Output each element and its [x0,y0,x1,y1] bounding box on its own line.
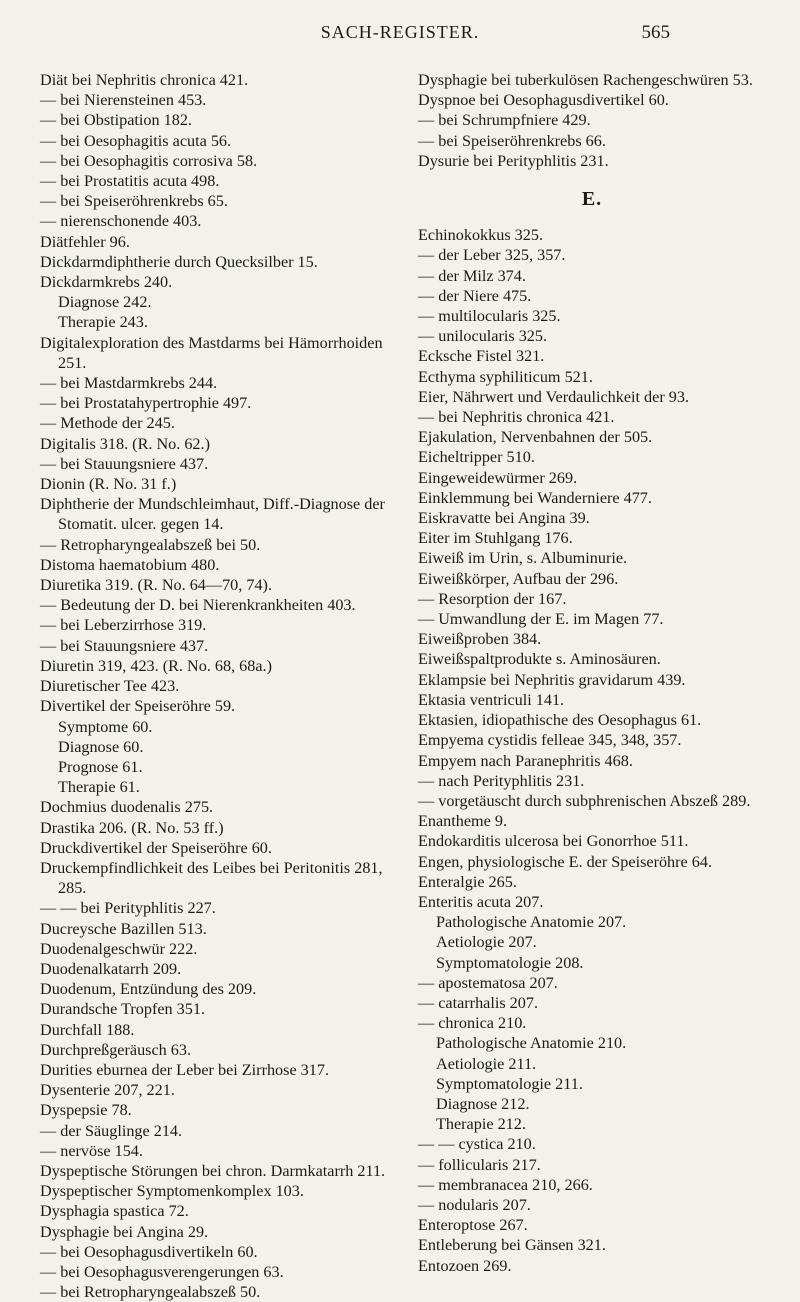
index-entry: Dyspnoe bei Oesophagusdivertikel 60. [418,91,669,110]
index-entry: — bei Schrumpfniere 429. [418,111,591,130]
index-entry: — bei Obstipation 182. [40,111,192,130]
index-entry: Diagnose 212. [436,1094,530,1113]
index-entry: — bei Oesophagitis corrosiva 58. [40,151,258,170]
index-entry: — apostematosa 207. [418,973,558,992]
index-entry: Dyspepsie 78. [40,1101,132,1120]
index-entry: Diät bei Nephritis chronica 421. [40,71,249,89]
index-entry: Druckdivertikel der Speiseröhre 60. [40,838,272,857]
index-entry: — bei Prostatitis acuta 498. [40,172,220,191]
index-entry: Durchfall 188. [40,1020,135,1039]
index-entry: Dysphagie bei Angina 29. [40,1222,209,1241]
index-entry: Eiweißproben 384. [418,630,542,649]
index-entry: Therapie 61. [58,778,140,797]
index-entry: Dysurie bei Perityphlitis 231. [418,151,609,170]
index-column-right [418,70,766,1276]
index-entry: Aetiologie 207. [436,933,537,952]
index-entry: — multilocularis 325. [418,307,561,326]
index-entry: — Methode der 245. [40,414,175,433]
index-entry: — bei Oesophagusdivertikeln 60. [40,1242,258,1261]
index-entry: — bei Oesophagitis acuta 56. [40,131,232,150]
index-entry: Ducreysche Bazillen 513. [40,919,207,938]
index-entry: — bei Stauungsniere 437. [40,454,209,473]
index-entry: Eiter im Stuhlgang 176. [418,529,573,548]
index-entry: Distoma haematobium 480. [40,555,220,574]
index-entry: Eklampsie bei Nephritis gravidarum 439. [418,670,686,689]
index-entry: Eiweiß im Urin, s. Albuminurie. [418,549,628,568]
index-entry: Eier, Nährwert und Verdaulichkeit der 93. [418,387,689,406]
page-title: SACH-REGISTER. [320,22,480,42]
index-entry: Dyspeptische Störungen bei chron. Darmkatarrh 211. [40,1161,386,1180]
index-entry: Dickdarmdiphtherie durch Quecksilber 15. [40,252,318,271]
index-entry: — Retropharyngealabszeß bei 50. [40,535,261,554]
index-entry: Duodenalgeschwür 222. [40,939,198,958]
index-entry: — der Säuglinge 214. [40,1121,183,1140]
index-entry: Dochmius duodenalis 275. [40,798,214,817]
index-entry: Durchpreßgeräusch 63. [40,1040,192,1059]
index-entry: — bei Leberzirrhose 319. [40,616,207,635]
index-entry: Dysenterie 207, 221. [40,1081,175,1100]
index-entry: Enteralgie 265. [418,872,517,891]
index-entry: — bei Prostatahypertrophie 497. [40,394,252,413]
index-entry: Pathologische Anatomie 207. [436,913,627,932]
index-entry: — der Leber 325, 357. [418,246,566,265]
index-entry: Dyspeptischer Symptomenkomplex 103. [40,1182,304,1201]
index-entry: — — bei Perityphlitis 227. [40,899,216,918]
index-entry: Dysphagia spastica 72. [40,1202,189,1221]
index-entry: Eingeweidewürmer 269. [418,468,578,487]
index-entry: — chronica 210. [418,1014,527,1033]
index-entry: — Resorption der 167. [418,589,567,608]
index-entry: — nodularis 207. [418,1195,531,1214]
index-entry: Symptomatologie 208. [436,953,584,972]
index-entry: Dysphagie bei tuberkulösen Rachengeschwüren 53. [418,71,753,89]
index-entry: — der Niere 475. [418,286,532,305]
index-entry: Symptomatologie 211. [436,1074,583,1093]
index-entry: Ejakulation, Nervenbahnen der 505. [418,428,653,447]
index-entry: Therapie 212. [436,1115,526,1134]
index-entry: Duodenum, Entzündung des 209. [40,980,257,999]
index-entry: Diuretischer Tee 423. [40,677,180,696]
index-entry: Ecksche Fistel 321. [418,347,545,366]
index-entry: Dickdarmkrebs 240. [40,273,173,292]
index-entry: Duodenalkatarrh 209. [40,959,182,978]
index-entry: Eiskravatte bei Angina 39. [418,509,590,528]
index-entry: — Bedeutung der D. bei Nierenkrankheiten 403. [40,596,356,615]
index-column-right-bottom [418,225,766,1276]
index-entry: Enteroptose 267. [418,1216,528,1235]
index-entry: Engen, physiologische E. der Speiseröhre 64. [418,852,713,871]
index-entry: Eiweißspaltprodukte s. Aminosäuren. [418,650,661,669]
index-entry: Diagnose 60. [58,737,144,756]
index-entry: — der Milz 374. [418,266,526,285]
index-entry: Digitalexploration des Mastdarms bei Hämorrhoiden 251. [40,333,383,372]
index-entry: — bei Nephritis chronica 421. [418,408,615,427]
index-entry: — follicularis 217. [418,1155,541,1174]
index-entry: Pathologische Anatomie 210. [436,1034,627,1053]
index-entry: Diuretika 319. (R. No. 64—70, 74). [40,576,272,595]
index-entry: Diphtherie der Mundschleimhaut, Diff.-Diagnose der Stomatit. ulcer. gegen 14. [40,495,385,534]
index-entry: — vorgetäuscht durch subphrenischen Abszeß 289. [418,791,751,810]
page-number: 565 [641,22,670,43]
index-entry: Prognose 61. [58,757,143,776]
index-entry: Ecthyma syphiliticum 521. [418,367,593,386]
index-entry: Aetiologie 211. [436,1054,537,1073]
index-entry: Divertikel der Speiseröhre 59. [40,697,236,716]
index-entry: Symptome 60. [58,717,153,736]
index-entry: Drastika 206. (R. No. 53 ff.) [40,818,224,837]
index-column-right-top [418,70,766,171]
index-entry: Eicheltripper 510. [418,448,535,467]
index-entry: Enteritis acuta 207. [418,892,544,911]
index-entry: Digitalis 318. (R. No. 62.) [40,434,210,453]
index-entry: — — cystica 210. [418,1135,536,1154]
index-entry: — nierenschonende 403. [40,212,202,231]
index-entry: — bei Oesophagusverengerungen 63. [40,1262,284,1281]
index-entry: Ektasien, idiopathische des Oesophagus 61. [418,711,702,730]
index-entry: — catarrhalis 207. [418,993,539,1012]
index-entry: Durandsche Tropfen 351. [40,1000,206,1019]
index-entry: Eiweißkörper, Aufbau der 296. [418,569,619,588]
index-entry: — bei Nierensteinen 453. [40,91,207,110]
index-entry: Diuretin 319, 423. (R. No. 68, 68a.) [40,656,272,675]
index-entry: — nach Perityphlitis 231. [418,771,585,790]
index-entry: Empyem nach Paranephritis 468. [418,751,633,770]
index-entry: — bei Speiseröhrenkrebs 65. [40,192,228,211]
index-entry: Entleberung bei Gänsen 321. [418,1236,606,1255]
index-entry: — bei Speiseröhrenkrebs 66. [418,131,606,150]
index-entry: Entozoen 269. [418,1256,512,1275]
section-letter: E. [581,188,603,211]
index-entry: — membranacea 210, 266. [418,1175,593,1194]
index-entry: Therapie 243. [58,313,148,332]
index-entry: Durities eburnea der Leber bei Zirrhose 317. [40,1060,330,1079]
index-entry: Echinokokkus 325. [418,226,543,245]
index-entry: — bei Mastdarmkrebs 244. [40,374,218,393]
index-entry: — bei Retropharyngealabszeß 50. [40,1283,261,1302]
index-entry: Dionin (R. No. 31 f.) [40,475,177,494]
index-entry: — bei Stauungsniere 437. [40,636,209,655]
index-entry: Druckempfindlichkeit des Leibes bei Peritonitis 281, 285. [40,858,383,898]
index-entry: — unilocularis 325. [418,327,548,346]
index-entry: Ektasia ventriculi 141. [418,690,565,709]
index-entry: Endokarditis ulcerosa bei Gonorrhoe 511. [418,832,689,851]
index-entry: Empyema cystidis felleae 345, 348, 357. [418,731,682,750]
index-entry: Einklemmung bei Wanderniere 477. [418,488,652,507]
index-column-left [40,70,388,1302]
index-entry: Enantheme 9. [418,812,507,831]
page-header [0,18,800,48]
index-entry: Diätfehler 96. [40,232,130,251]
index-entry: Diagnose 242. [58,293,152,312]
index-entry: — Umwandlung der E. im Magen 77. [418,610,664,629]
index-entry: — nervöse 154. [40,1141,143,1160]
